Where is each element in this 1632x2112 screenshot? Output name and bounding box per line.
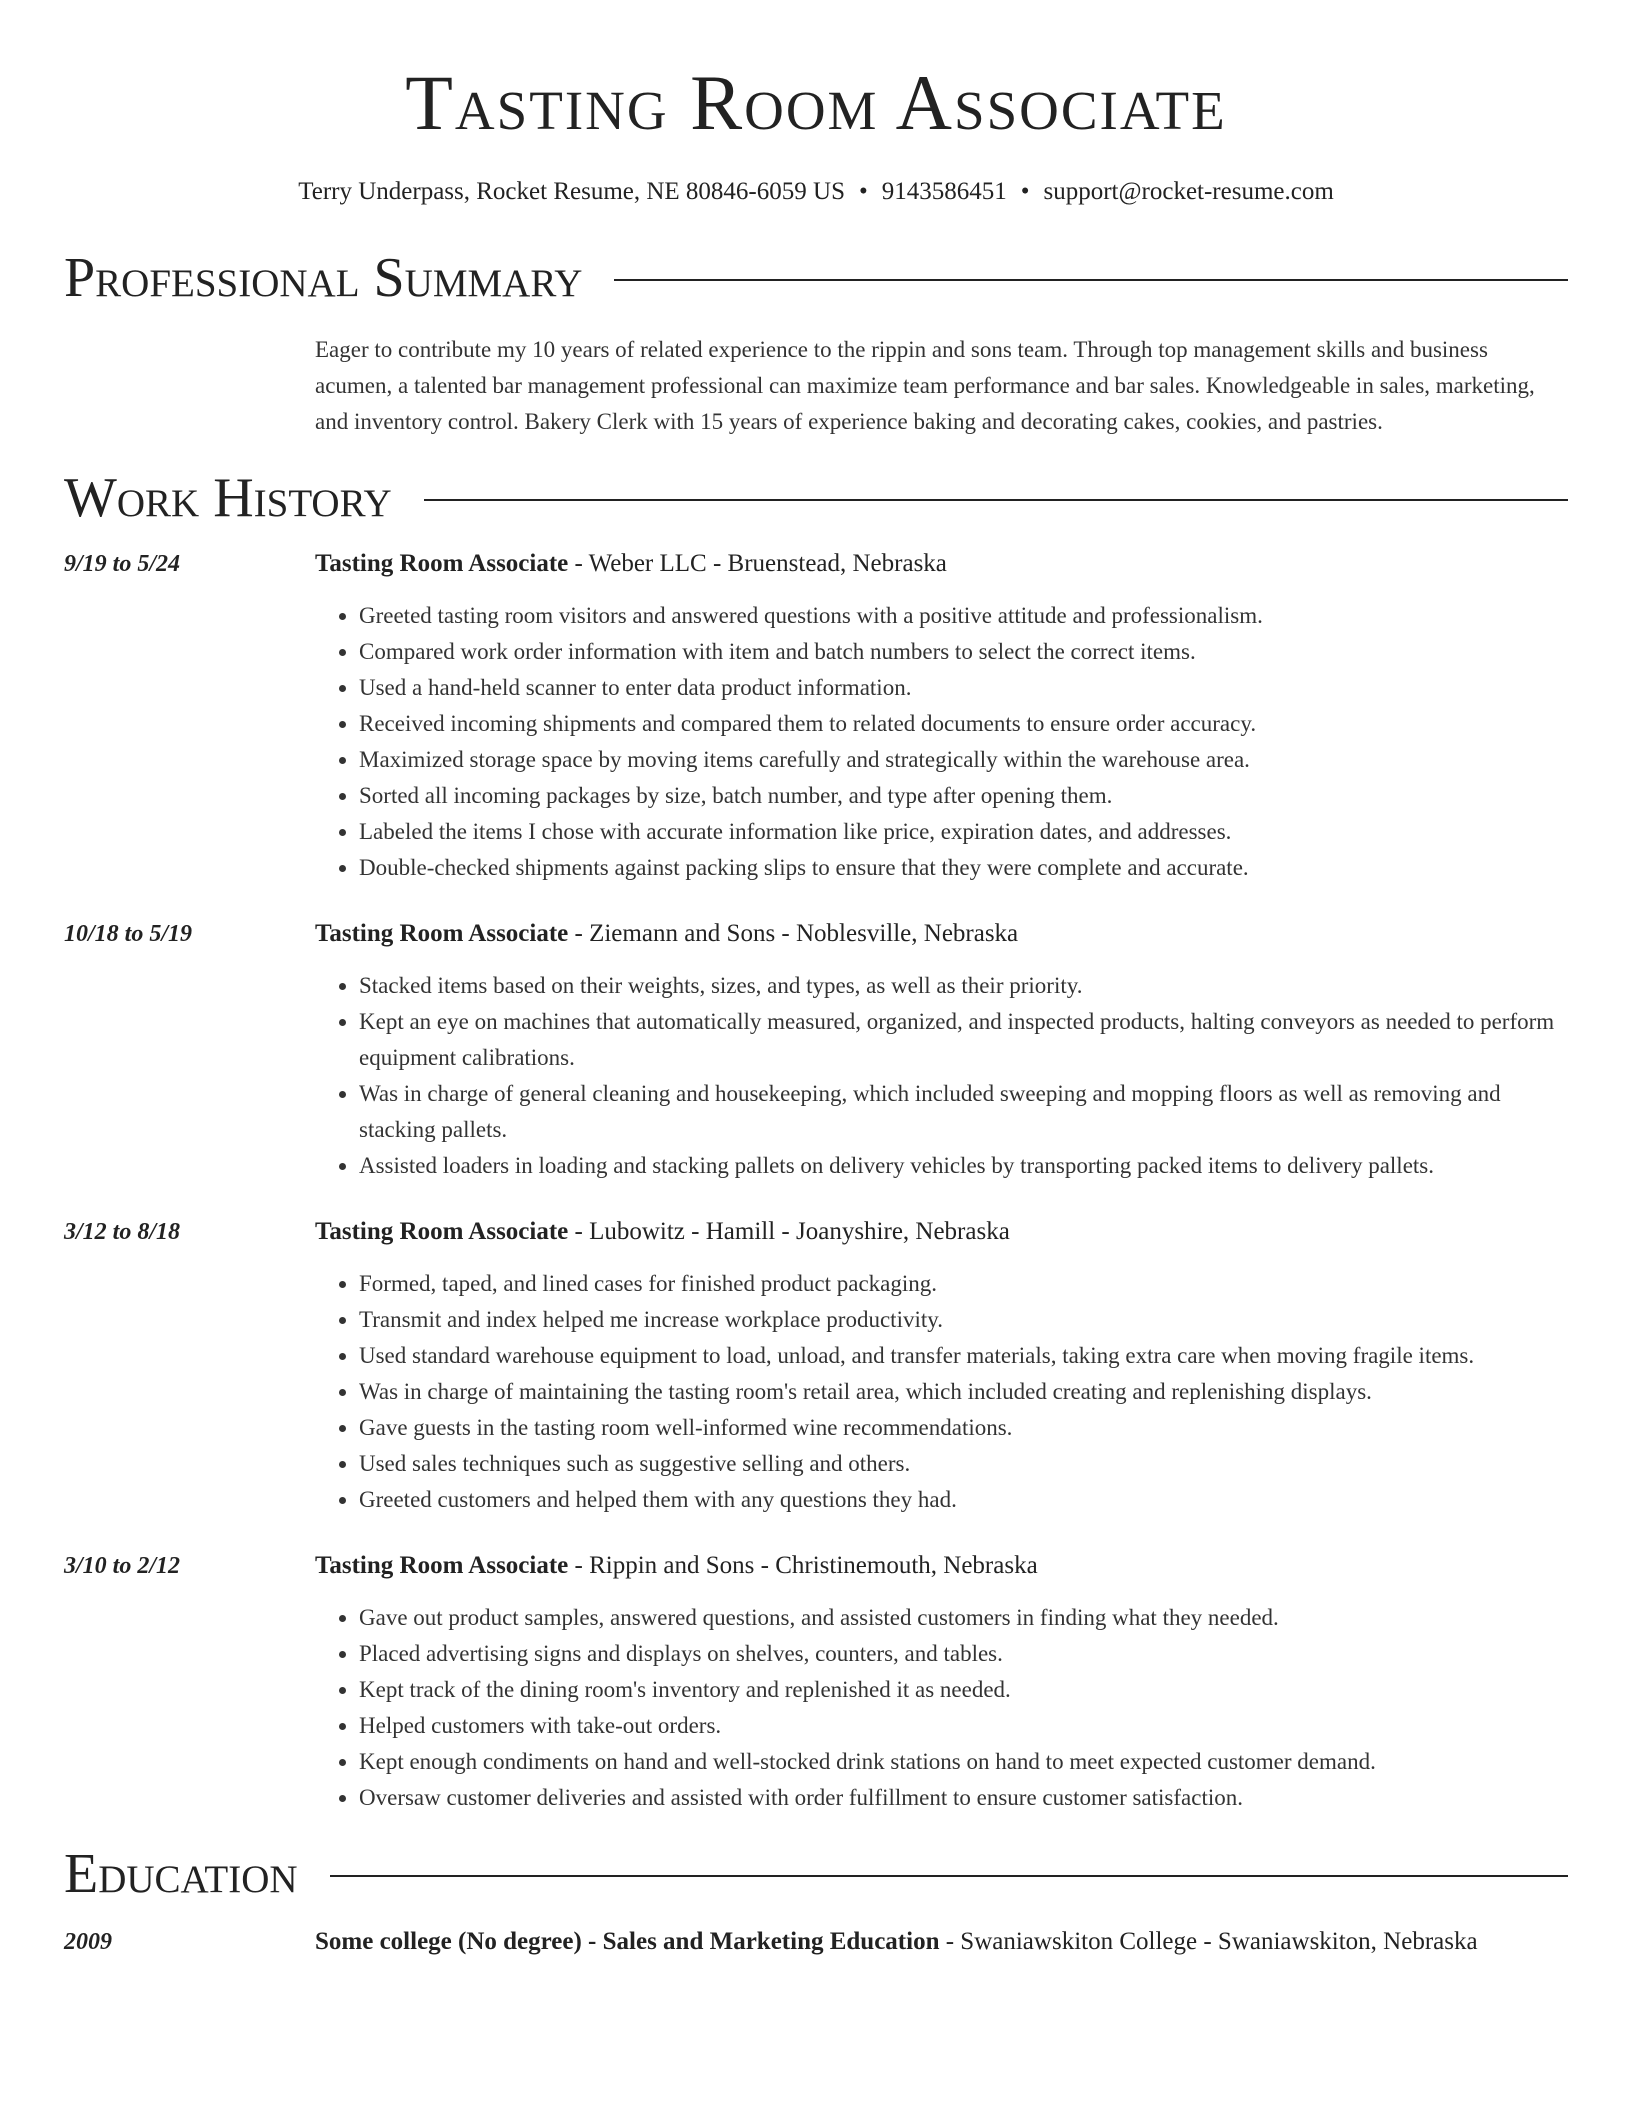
job-title-line <box>315 546 1568 582</box>
job-employer: - Ziemann and Sons - Noblesville, Nebraska <box>568 920 1019 947</box>
job-employer: - Rippin and Sons - Christinemouth, Nebraska <box>568 1552 1038 1579</box>
job-bullets <box>315 1266 1568 1518</box>
job-dates: 9/19 to 5/24 <box>64 551 181 577</box>
job-employer: - Weber LLC - Bruenstead, Nebraska <box>568 550 947 577</box>
list-item: • Double-checked shipments against packing slips to ensure that they were complete and accurate. <box>359 850 1568 886</box>
section-title: Education <box>64 1843 298 1905</box>
job-title-line <box>315 1214 1568 1250</box>
list-item: • Greeted tasting room visitors and answered questions with a positive attitude and professionalism. <box>359 598 1568 634</box>
list-item: • Labeled the items I chose with accurate information like price, expiration dates, and addresses. <box>359 814 1568 850</box>
list-item: • Gave out product samples, answered questions, and assisted customers in finding what they needed. <box>359 1600 1568 1636</box>
education-year: 2009 <box>64 1929 112 1955</box>
list-item: • Transmit and index helped me increase workplace productivity. <box>359 1302 1568 1338</box>
list-item: • Was in charge of maintaining the tasting room's retail area, which included creating and replenishing displays. <box>359 1374 1568 1410</box>
contact-line <box>64 178 1568 206</box>
section-divider <box>424 499 1568 501</box>
work-history-list <box>64 546 1568 1816</box>
list-item: • Was in charge of general cleaning and housekeeping, which included sweeping and mopping floors as well as removing and stacking pallets. <box>359 1076 1568 1148</box>
education-school: - Swaniawskiton College - Swaniawskiton, Nebraska <box>939 1928 1478 1955</box>
contact-address: Terry Underpass, Rocket Resume, NE 80846-6059 US <box>298 178 845 205</box>
section-title: Professional Summary <box>64 247 583 309</box>
list-item: • Compared work order information with item and batch numbers to select the correct items. <box>359 634 1568 670</box>
education-line <box>315 1924 1478 1960</box>
education-degree: Some college (No degree) - Sales and Marketing Education <box>315 1928 940 1955</box>
list-item: • Sorted all incoming packages by size, batch number, and type after opening them. <box>359 778 1568 814</box>
list-item: • Used a hand-held scanner to enter data product information. <box>359 670 1568 706</box>
contact-phone: 9143586451 <box>881 178 1007 205</box>
list-item: • Used standard warehouse equipment to load, unload, and transfer materials, taking extra care when moving fragile items. <box>359 1338 1568 1374</box>
contact-email: support@rocket-resume.com <box>1043 178 1334 205</box>
job-entry <box>64 1214 1568 1518</box>
section-divider <box>330 1875 1568 1877</box>
list-item: • Gave guests in the tasting room well-informed wine recommendations. <box>359 1410 1568 1446</box>
list-item: • Stacked items based on their weights, sizes, and types, as well as their priority. <box>359 968 1568 1004</box>
job-entry <box>64 916 1568 1184</box>
list-item: • Helped customers with take-out orders. <box>359 1708 1568 1744</box>
job-title: Tasting Room Associate <box>315 550 569 577</box>
resume-name: Tasting Room Associate <box>405 59 1227 146</box>
list-item: • Formed, taped, and lined cases for finished product packaging. <box>359 1266 1568 1302</box>
contact-separator: • <box>858 178 868 205</box>
list-item: • Kept enough condiments on hand and well-stocked drink stations on hand to meet expected customer demand. <box>359 1744 1568 1780</box>
job-title: Tasting Room Associate <box>315 1552 569 1579</box>
job-title-line <box>315 1548 1568 1584</box>
job-entry <box>64 1548 1568 1816</box>
job-dates: 3/10 to 2/12 <box>64 1553 181 1579</box>
job-employer: - Lubowitz - Hamill - Joanyshire, Nebraska <box>568 1218 1010 1245</box>
list-item: • Assisted loaders in loading and stacking pallets on delivery vehicles by transporting packed items to delivery pallets. <box>359 1148 1568 1184</box>
job-title-line <box>315 916 1568 952</box>
education-entry <box>64 1924 1568 1960</box>
job-entry <box>64 546 1568 886</box>
job-dates: 10/18 to 5/19 <box>64 921 193 947</box>
list-item: • Greeted customers and helped them with any questions they had. <box>359 1482 1568 1518</box>
section-heading-work <box>64 467 1568 529</box>
section-divider <box>614 279 1568 281</box>
section-heading-education <box>64 1843 1568 1905</box>
list-item: • Kept track of the dining room's inventory and replenished it as needed. <box>359 1672 1568 1708</box>
section-title: Work History <box>64 467 392 529</box>
job-bullets <box>315 968 1568 1184</box>
job-title: Tasting Room Associate <box>315 1218 569 1245</box>
list-item: • Placed advertising signs and displays on shelves, counters, and tables. <box>359 1636 1568 1672</box>
section-heading-summary <box>64 247 1568 309</box>
summary-text: Eager to contribute my 10 years of related experience to the rippin and sons team. Through top management skills and business acumen, a talented bar management professional can maximize team performance and bar sales. Knowledgeable in sales, marketing, and inventory control. Bakery Clerk with 15 years of experience baking and decorating cakes, cookies, and pastries. <box>315 337 1535 434</box>
job-bullets <box>315 598 1568 886</box>
job-title: Tasting Room Associate <box>315 920 569 947</box>
contact-separator: • <box>1020 178 1030 205</box>
job-dates: 3/12 to 8/18 <box>64 1219 181 1245</box>
list-item: • Oversaw customer deliveries and assisted with order fulfillment to ensure customer satisfaction. <box>359 1780 1568 1816</box>
list-item: • Maximized storage space by moving items carefully and strategically within the warehouse area. <box>359 742 1568 778</box>
list-item: • Used sales techniques such as suggestive selling and others. <box>359 1446 1568 1482</box>
job-bullets <box>315 1600 1568 1816</box>
list-item: • Received incoming shipments and compared them to related documents to ensure order accuracy. <box>359 706 1568 742</box>
list-item: • Kept an eye on machines that automatically measured, organized, and inspected products, halting conveyors as needed to perform equipment calibrations. <box>359 1004 1568 1076</box>
